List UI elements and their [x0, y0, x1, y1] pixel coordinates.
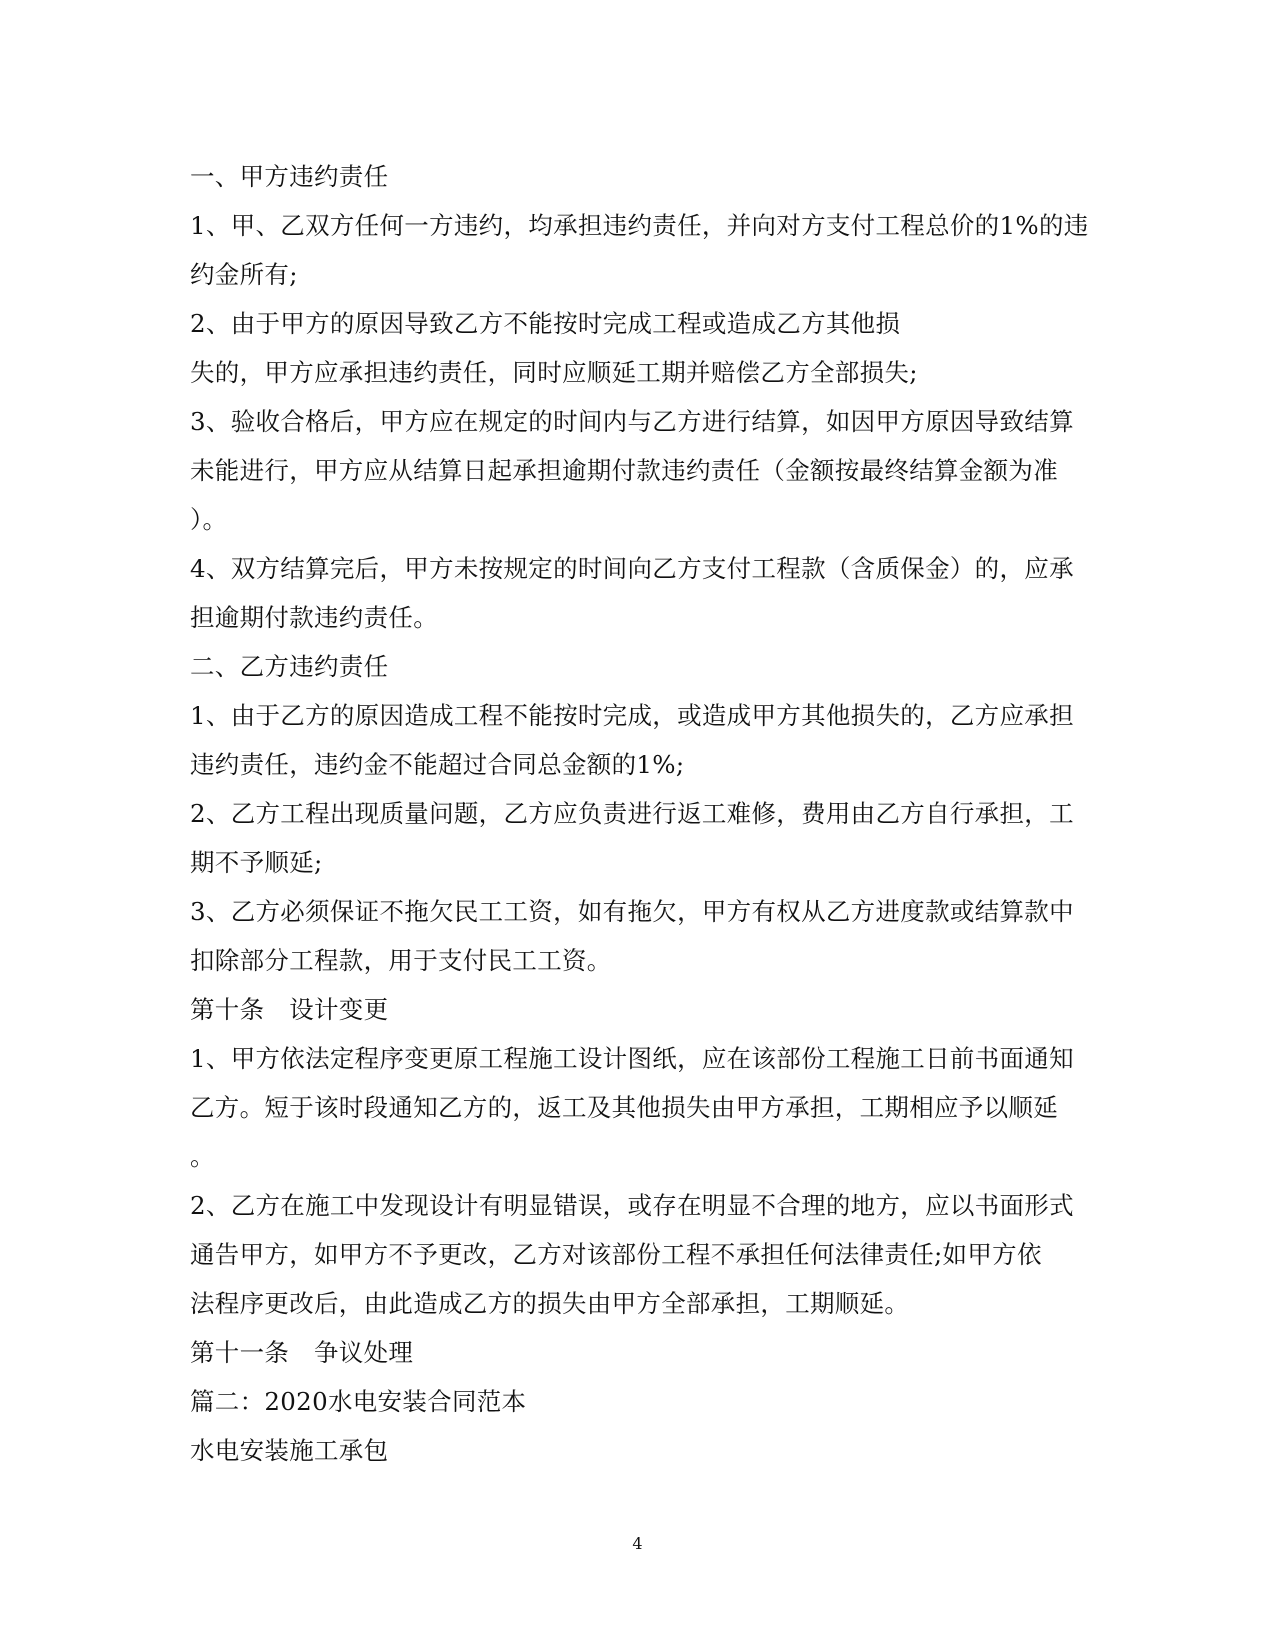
paragraph-line: 3、乙方必须保证不拖欠民工工资，如有拖欠，甲方有权从乙方进度款或结算款中 — [190, 897, 1074, 926]
paragraph-line: 约金所有; — [190, 260, 298, 289]
paragraph-line: 。 — [190, 1142, 215, 1171]
paragraph-line: 扣除部分工程款，用于支付民工工资。 — [190, 946, 612, 975]
paragraph-line: 1、甲方依法定程序变更原工程施工设计图纸，应在该部份工程施工日前书面通知 — [190, 1044, 1074, 1073]
paragraph-line: 法程序更改后，由此造成乙方的损失由甲方全部承担，工期顺延。 — [190, 1289, 910, 1318]
paragraph-line: 乙方。短于该时段通知乙方的，返工及其他损失由甲方承担，工期相应予以顺延 — [190, 1093, 1058, 1122]
contract-title: 水电安装施工承包 — [190, 1436, 389, 1465]
section-heading-party-b-liability: 二、乙方违约责任 — [190, 652, 389, 681]
document-body — [190, 152, 1089, 1475]
article-heading-design-change: 第十条 设计变更 — [190, 995, 389, 1024]
paragraph-line: 通告甲方，如甲方不予更改，乙方对该部份工程不承担任何法律责任;如甲方依 — [190, 1240, 1042, 1269]
paragraph-line: 违约责任，违约金不能超过合同总金额的1%; — [190, 750, 685, 779]
paragraph-line: 2、由于甲方的原因导致乙方不能按时完成工程或造成乙方其他损 — [190, 309, 901, 338]
paragraph-line: 失的，甲方应承担违约责任，同时应顺延工期并赔偿乙方全部损失; — [190, 358, 918, 387]
page-number: 4 — [632, 1534, 643, 1553]
paragraph-line: 期不予顺延; — [190, 848, 323, 877]
article-heading-dispute-resolution: 第十一条 争议处理 — [190, 1338, 414, 1367]
paragraph-line: 2、乙方工程出现质量问题，乙方应负责进行返工难修，费用由乙方自行承担，工 — [190, 799, 1074, 828]
paragraph-line: ）。 — [190, 505, 228, 534]
part-two-title: 篇二：2020水电安装合同范本 — [190, 1387, 527, 1416]
paragraph-line: 未能进行，甲方应从结算日起承担逾期付款违约责任（金额按最终结算金额为准 — [190, 456, 1058, 485]
paragraph-line: 担逾期付款违约责任。 — [190, 603, 438, 632]
paragraph-line: 2、乙方在施工中发现设计有明显错误，或存在明显不合理的地方，应以书面形式 — [190, 1191, 1074, 1220]
paragraph-line: 4、双方结算完后，甲方未按规定的时间向乙方支付工程款（含质保金）的，应承 — [190, 554, 1074, 583]
paragraph-line: 3、验收合格后，甲方应在规定的时间内与乙方进行结算，如因甲方原因导致结算 — [190, 407, 1074, 436]
paragraph-line: 1、由于乙方的原因造成工程不能按时完成，或造成甲方其他损失的，乙方应承担 — [190, 701, 1074, 730]
paragraph-line: 1、甲、乙双方任何一方违约，均承担违约责任，并向对方支付工程总价的1%的违 — [190, 211, 1089, 240]
section-heading-party-a-liability: 一、甲方违约责任 — [190, 162, 389, 191]
